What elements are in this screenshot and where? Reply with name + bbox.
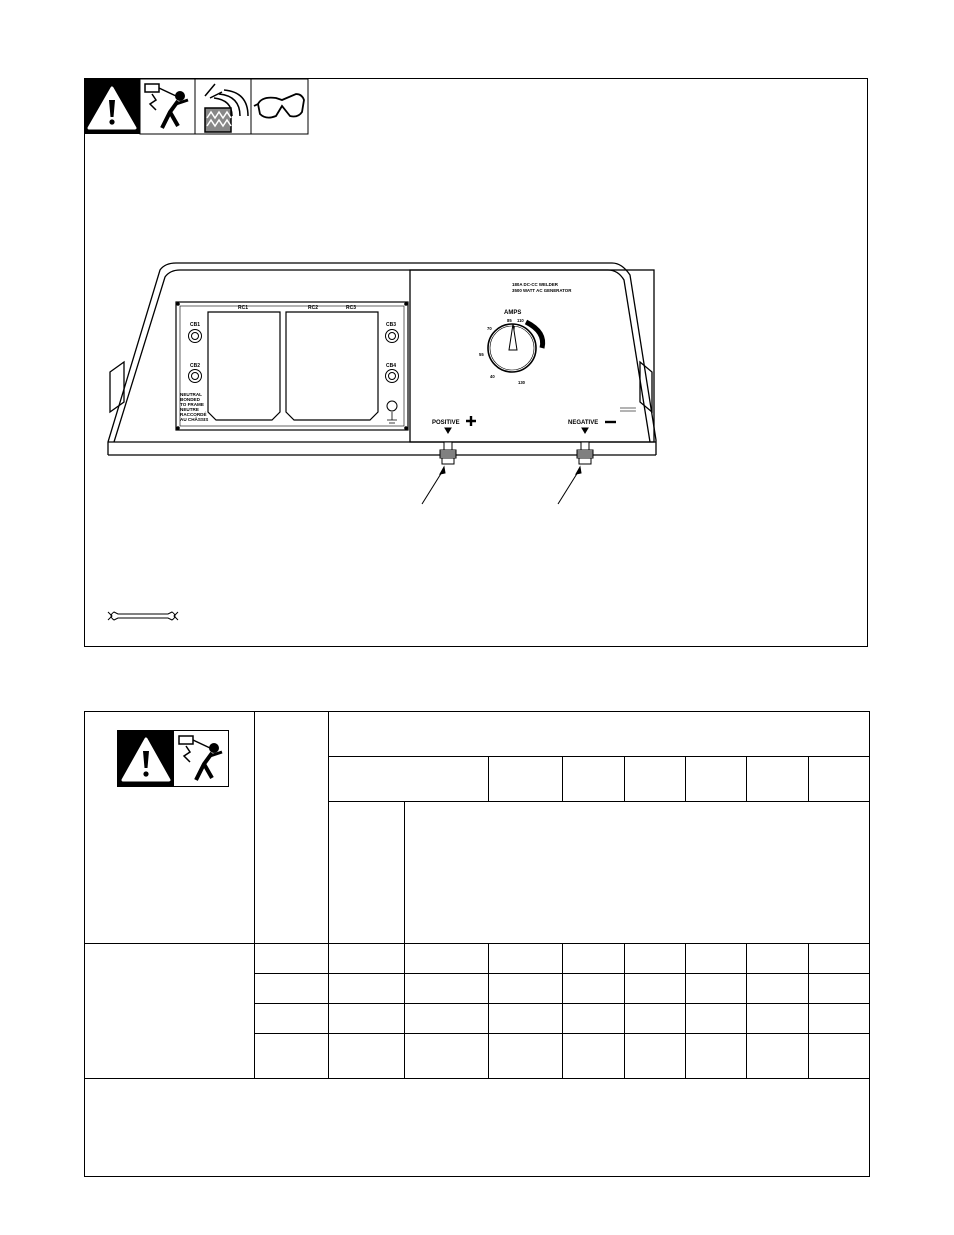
wrench-icon	[108, 612, 178, 620]
table-safety-icons	[117, 730, 229, 787]
svg-text:NEUTRE: NEUTRE	[180, 407, 199, 412]
breaker-label-cb4: CB4	[386, 363, 397, 369]
ac-outlet-panel	[176, 302, 408, 430]
safety-glasses-icon-frame	[251, 79, 308, 134]
svg-text:40: 40	[490, 374, 495, 379]
callout-leaders	[422, 467, 581, 504]
safety-icon-strip	[84, 79, 308, 134]
svg-text:55: 55	[479, 352, 484, 357]
breaker-label-cb2: CB2	[190, 363, 201, 369]
svg-text:3500 WATT AC GENERATOR: 3500 WATT AC GENERATOR	[512, 288, 572, 293]
svg-text:180A DC-CC WELDER: 180A DC-CC WELDER	[512, 282, 558, 287]
spec-table	[84, 711, 870, 1177]
svg-text:AU CHÂSSIS: AU CHÂSSIS	[180, 417, 209, 422]
receptacle-label-rc3: RC3	[346, 305, 357, 311]
negative-label: NEGATIVE	[568, 420, 599, 426]
positive-weld-output-terminal[interactable]	[440, 442, 456, 464]
breaker-label-cb1: CB1	[190, 322, 201, 328]
receptacle-label-rc1: RC1	[238, 305, 249, 311]
electric-shock-icon-frame	[140, 79, 195, 134]
breaker-label-cb3: CB3	[386, 322, 397, 328]
svg-text:RACCORDÉ: RACCORDÉ	[180, 412, 207, 417]
svg-text:70: 70	[487, 326, 492, 331]
electric-shock-icon	[179, 736, 222, 780]
svg-text:NEUTRAL: NEUTRAL	[180, 392, 202, 397]
svg-text:110: 110	[517, 318, 524, 323]
amps-dial-title: AMPS	[504, 310, 522, 316]
rating-text	[512, 282, 572, 293]
neutral-bonded-text	[180, 392, 208, 422]
svg-text:TO FRAME: TO FRAME	[180, 402, 204, 407]
rating-plate-mark	[620, 408, 636, 411]
positive-label: POSITIVE	[432, 420, 460, 426]
svg-text:85: 85	[507, 318, 512, 323]
negative-weld-output-terminal[interactable]	[577, 442, 593, 464]
receptacle-label-rc2: RC2	[308, 305, 319, 311]
svg-text:130: 130	[518, 380, 525, 385]
amps-dial[interactable]	[488, 322, 543, 372]
svg-text:BONDED: BONDED	[180, 397, 200, 402]
